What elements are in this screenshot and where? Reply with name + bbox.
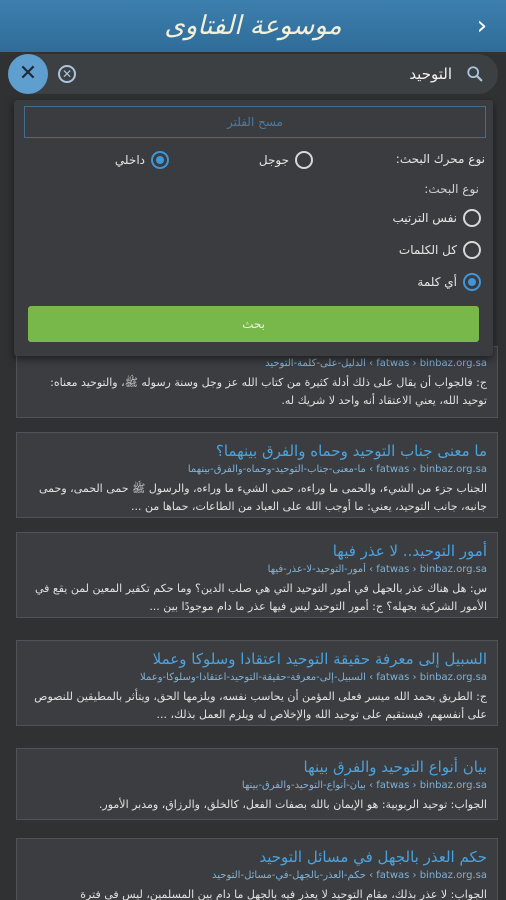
result-title[interactable]: أمور التوحيد.. لا عذر فيها — [332, 542, 487, 560]
type-option-all-words[interactable] — [399, 241, 481, 259]
clear-input-icon[interactable]: ✕ — [58, 65, 76, 83]
engine-option-label: جوجل — [258, 153, 289, 167]
radio-icon[interactable] — [463, 209, 481, 227]
result-url[interactable]: fatwas › binbaz.org.sa › السبيل-إلى-معرفة-حقيقة-التوحيد-اعتقادا-وسلوكا-وعملا — [140, 672, 487, 683]
search-filter-panel — [14, 100, 493, 356]
result-title[interactable]: ما معنى جناب التوحيد وحماه والفرق بينهما؟ — [215, 442, 487, 460]
result-card[interactable] — [16, 640, 498, 726]
close-search-button[interactable]: ✕ — [8, 54, 48, 94]
clear-filter-button[interactable]: مسح الفلتر — [24, 106, 486, 138]
search-type-label: نوع البحث: — [424, 182, 479, 196]
radio-icon[interactable] — [463, 241, 481, 259]
engine-option-google[interactable] — [259, 151, 313, 169]
result-title[interactable]: حكم العذر بالجهل في مسائل التوحيد — [259, 848, 487, 866]
radio-selected-icon[interactable] — [463, 273, 481, 291]
result-card[interactable] — [16, 346, 498, 418]
result-card[interactable] — [16, 838, 498, 900]
result-snippet: ج: الطريق بحمد الله ميسر فعلى المؤمن أن يحاسب نفسه، ويلزمها الحق، ويتأثر بالمطيقين للنصوص على أنفسهم، فيستقيم على توحيد الله والإخلاص له ويلزم العمل بذلك، ... — [34, 690, 487, 721]
result-snippet: الجواب: لا عذر بذلك، مقام التوحيد لا يعذر فيه بالجهل ما دام بين المسلمين، ليس في فترة — [80, 888, 487, 900]
result-url[interactable]: fatwas › binbaz.org.sa › حكم-العذر-بالجهل-في-مسائل-التوحيد — [212, 870, 487, 881]
search-input[interactable] — [88, 54, 456, 94]
type-option-label: كل الكلمات — [398, 243, 457, 257]
result-url[interactable]: fatwas › binbaz.org.sa › ما-معنى-جناب-التوحيد-وحماه-والفرق-بينهما — [187, 464, 487, 475]
type-option-label: أي كلمة — [417, 275, 457, 289]
type-option-any-word[interactable] — [417, 273, 481, 291]
result-snippet: الجواب: توحيد الربوبية: هو الإيمان بالله بصفات الفعل، كالخلق، والرزاق، ومدبر الأمور. — [98, 798, 487, 811]
app-header — [0, 0, 506, 52]
result-card[interactable] — [16, 432, 498, 518]
result-snippet: الجناب جزء من الشيء، والحمى ما وراءه، حمى الشيء ما وراءه، والرسول ﷺ حمى الحمى، وحمى جانبه، جانب التوحيد، يعني: ما أوجب الله على العباد من الطاعات، حماها من ... — [39, 482, 487, 513]
result-url[interactable]: fatwas › binbaz.org.sa › بيان-أنواع-التوحيد-والفرق-بينها — [241, 780, 487, 791]
engine-type-label: نوع محرك البحث: — [395, 152, 485, 166]
result-card[interactable] — [16, 532, 498, 618]
back-button[interactable]: › — [476, 11, 488, 41]
engine-option-label: داخلي — [114, 153, 145, 167]
radio-icon[interactable] — [295, 151, 313, 169]
result-title[interactable]: السبيل إلى معرفة حقيقة التوحيد اعتقادا وسلوكا وعملا — [152, 650, 487, 668]
result-title[interactable]: بيان أنواع التوحيد والفرق بينها — [303, 758, 487, 776]
result-url[interactable]: fatwas › binbaz.org.sa › أمور-التوحيد-لا-عذر-فيها — [267, 564, 487, 575]
search-button[interactable]: بحث — [28, 306, 479, 342]
type-option-same-order[interactable] — [393, 209, 482, 227]
search-bar — [8, 54, 498, 94]
radio-selected-icon[interactable] — [151, 151, 169, 169]
engine-option-internal[interactable] — [115, 151, 169, 169]
result-card[interactable] — [16, 748, 498, 820]
search-icon — [466, 65, 484, 83]
app-logo: موسوعة الفتاوى — [164, 11, 342, 41]
type-option-label: نفس الترتيب — [392, 211, 457, 225]
result-snippet: ج: فالجواب أن يقال على ذلك أدلة كثيرة من كتاب الله عز وجل وسنة رسوله ﷺ، والتوحيد معناه: توحيد الله، يعني الاعتقاد أنه واحد لا شريك له. — [50, 376, 487, 407]
result-url[interactable]: fatwas › binbaz.org.sa › الدليل-على-كلمة-التوحيد — [265, 358, 487, 369]
result-snippet: س: هل هناك عذر بالجهل في أمور التوحيد التي هي صلب الدين؟ وما حكم تكفير المعين لمن يقع في الأمور الشركية بجهله؟ ج: أمور التوحيد ليس فيها عذر ما دام موجودًا بين ... — [34, 582, 487, 613]
